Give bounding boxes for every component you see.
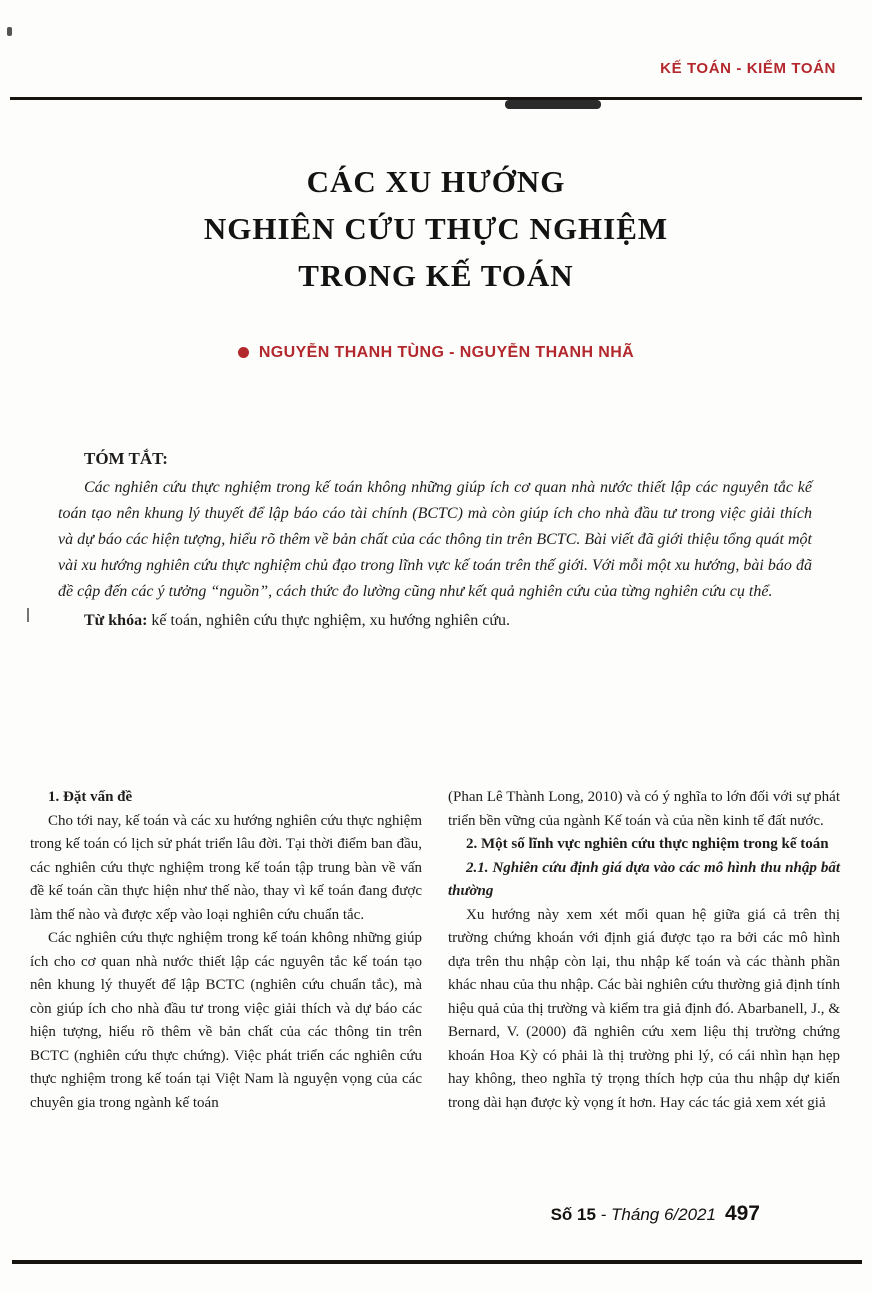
bullet-icon xyxy=(238,347,249,358)
scan-artifact-corner xyxy=(7,27,12,36)
keywords-text: kế toán, nghiên cứu thực nghiệm, xu hướng nghiên cứu. xyxy=(147,612,511,629)
article-title-line-2: NGHIÊN CỨU THỰC NGHIỆM xyxy=(203,211,669,246)
left-column xyxy=(30,786,422,1115)
right-column xyxy=(448,786,840,1115)
abstract-body: Các nghiên cứu thực nghiệm trong kế toán không những giúp ích cơ quan nhà nước thiết lập các nguyên tắc kế toán tạo nên khung lý thuyết để lập báo cáo tài chính (BCTC) mà còn giúp ích cho nhà đầu tư trong việc giải thích và dự báo các hiện tượng, hiểu rõ thêm về bản chất của các thông tin trên BCTC. Bài viết đã giới thiệu tổng quát một vài xu hướng nghiên cứu thực nghiệm chủ đạo trong lĩnh vực kế toán trên thế giới. Với mỗi một xu hướng, bài báo đã đề cập đến các ý tưởng “nguồn”, cách thức đo lường cũng như kết quả nghiên cứu của từng nghiên cứu cụ thể. xyxy=(58,479,812,600)
top-rule xyxy=(10,97,862,100)
left-paragraph-1: Cho tới nay, kế toán và các xu hướng nghiên cứu thực nghiệm trong kế toán có lịch sử phát triển lâu đời. Tại thời điểm ban đầu, các nghiên cứu thực nghiệm trong kế toán tập trung bàn về vấn đề kế toán cần thực hiện như thế nào, thay vì kế toán đang được làm thế nào và được xếp vào loại nghiên cứu chuẩn tắc. xyxy=(30,812,422,923)
scan-artifact-smudge xyxy=(505,100,601,109)
article-title xyxy=(0,158,872,299)
journal-section-label: KẾ TOÁN - KIỂM TOÁN xyxy=(660,60,836,77)
page-number: 497 xyxy=(724,1202,760,1225)
issue-date: - Tháng 6/2021 xyxy=(595,1205,716,1224)
right-paragraph-2: Xu hướng này xem xét mối quan hệ giữa giá cả trên thị trường chứng khoán với định giá được tạo ra bởi các mô hình dựa trên thu nhập còn lại, thu nhập kế toán và các thành phần khác nhau của thu nhập. Các bài nghiên cứu thường giả định tính hiệu quả của thị trường và kiểm tra giả định đó. Abarbanell, J., & Bernard, V. (2000) đã nghiên cứu xem liệu thị trường chứng khoán Hoa Kỳ có phải là thị trường phi lý, có cái nhìn hạn hẹp hay không, theo nghĩa tỷ trọng thích hợp của thu nhập dự kiến trong dài hạn được kỳ vọng ít hơn. Hay các tác giả xem xét giả xyxy=(448,906,840,1111)
section-2-1-heading: 2.1. Nghiên cứu định giá dựa vào các mô hình thu nhập bất thường xyxy=(448,859,840,899)
issue-label: Số 15 xyxy=(550,1205,596,1224)
article-title-line-3: TRONG KẾ TOÁN xyxy=(298,258,574,293)
keywords-label: Từ khóa: xyxy=(84,612,148,629)
scan-artifact-margin xyxy=(27,608,29,622)
article-body xyxy=(30,786,840,1115)
bottom-rule xyxy=(12,1260,862,1264)
abstract-heading: TÓM TẮT: xyxy=(84,449,168,468)
author-byline xyxy=(0,344,872,362)
right-paragraph-1: (Phan Lê Thành Long, 2010) và có ý nghĩa to lớn đối với sự phát triển bền vững của ngành Kế toán và của nền kinh tế đất nước. xyxy=(448,789,840,829)
author-names: NGUYỄN THANH TÙNG - NGUYỄN THANH NHÃ xyxy=(258,344,635,361)
abstract-section xyxy=(58,446,812,634)
section-1-heading: 1. Đặt vấn đề xyxy=(48,789,133,805)
page-footer xyxy=(551,1202,760,1226)
article-title-line-1: CÁC XU HƯỚNG xyxy=(306,164,566,199)
left-paragraph-2: Các nghiên cứu thực nghiệm trong kế toán không những giúp ích cho cơ quan nhà nước thiết lập các nguyên tắc kế toán tạo nên khung lý thuyết để lập BCTC (nghiên cứu chuẩn tắc), mà còn giúp ích cho nhà đầu tư trong việc giải thích và dự báo các hiện tượng, hiểu rõ thêm về bản chất của các thông tin trên BCTC (nghiên cứu thực chứng). Việc phát triển các nghiên cứu thực nghiệm trong kế toán tại Việt Nam là nguyện vọng của các chuyên gia trong ngành kế toán xyxy=(30,930,422,1111)
keywords-line xyxy=(58,608,812,634)
section-2-heading: 2. Một số lĩnh vực nghiên cứu thực nghiệm trong kế toán xyxy=(466,836,829,852)
